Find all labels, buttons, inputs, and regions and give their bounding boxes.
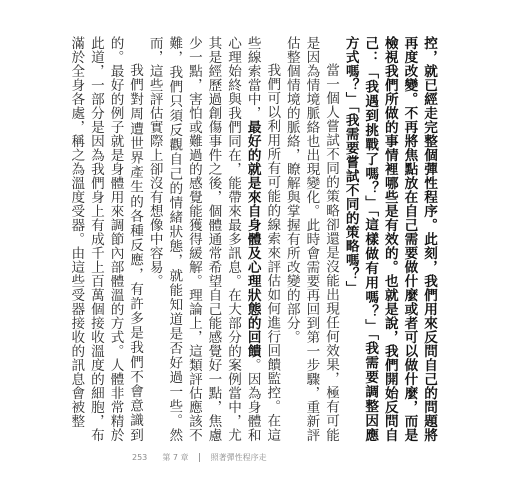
text-run: 我們對周遭世界產生的各種反應，有許多是我們不會意識到的。最好的例子就是身體用來調節內部體溫的方式。人體非常精於此道，一部分是因為我們身上有成千上百萬個接收溫度的細胞，布滿於全身各處，稱之為溫度受器。由這些受器接收的訊息會被整 [68,36,144,442]
paragraph-2 [281,36,340,442]
paragraph-4 [66,36,144,442]
body-text [68,36,438,442]
text-run: 當一個人嘗試不同的策略卻還是沒能出現任何效果，極有可能是因為情境脈絡也出現變化。此時會需要再回到第一步驟，重新評估整個情境的脈絡，瞭解與掌握有所改變的部分。 [283,36,340,442]
bold-text: 最好的就是來自身體及心理狀態的回饋 [244,120,261,358]
paragraph-1 [340,36,438,442]
text-run: 我們可以利用所有可能的線索來評估如何進行回饋監控。在這些線索當中， [244,36,281,442]
section-title: 照著彈性程序走 [210,453,267,462]
page-footer [132,452,267,463]
text-run: 。因為身體和心理始終與我們同在，能帶來最多訊息。在大部分的案例當中，尤其是經歷過創傷事件之後，個體通常希望自己能感覺好一點，焦慮少一點，害怕或難過的感覺能獲得緩解。理論上，這類評估應該不難，我們只須反觀自己的情緒狀態，就能知道是否好過一些。然而，這些評估實際上卻沒有想像中容易。 [146,36,261,442]
chapter-label: 第 7 章 [162,453,189,462]
paragraph-3 [144,36,281,442]
footer-divider [199,453,200,462]
bold-text: 控，就已經走完整個彈性程序。此刻，我們用來反問自己的問題將再度改變。不再將焦點放在自己需要做什麼或者可以做什麼，而是檢視我們所做的事情裡哪些是有效的。也就是說，我們開始反問自己：「我遇到挑戰了嗎？」「這樣做有用嗎？」「我需要調整因應方式嗎？」「我需要嘗試不同的策略嗎？」 [342,36,437,442]
page-number: 253 [132,453,148,462]
